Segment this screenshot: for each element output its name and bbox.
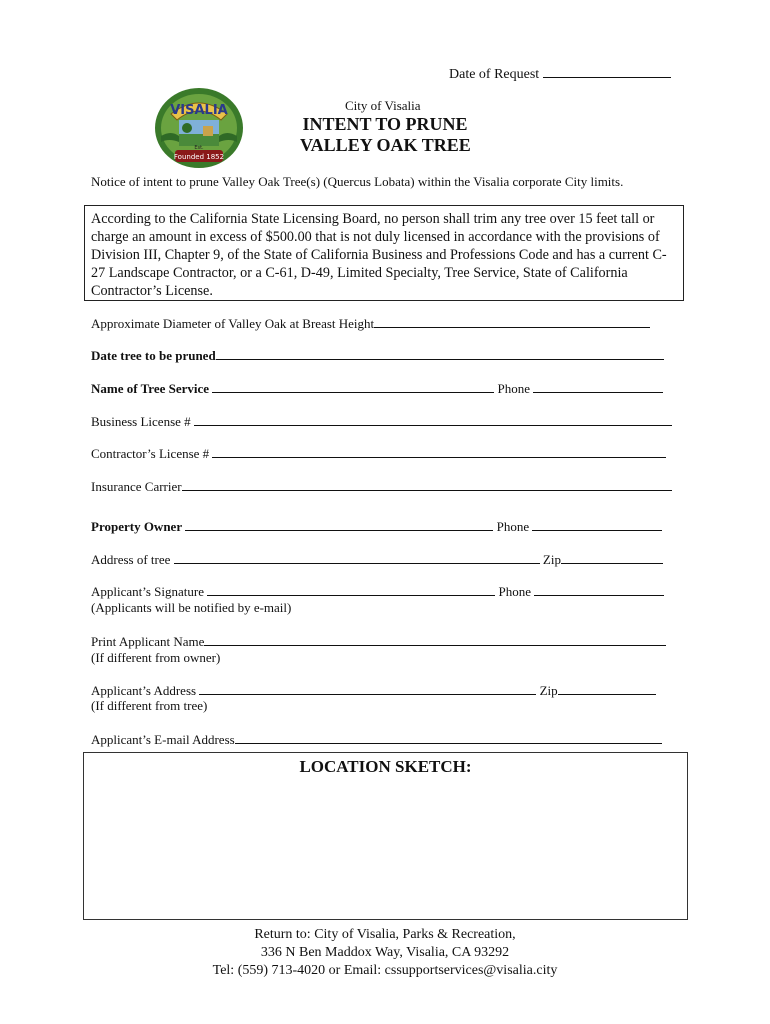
business-license-label: Business License # [91, 414, 191, 429]
tree-service-label: Name of Tree Service [91, 381, 210, 396]
contractor-license-field[interactable] [91, 445, 666, 462]
address-tree-zip-label: Zip [542, 552, 561, 567]
property-owner-field[interactable] [91, 518, 662, 535]
title-line-2: VALLEY OAK TREE [300, 135, 471, 155]
insurance-line[interactable] [182, 478, 672, 491]
applicant-address-zip-label: Zip [539, 683, 558, 698]
footer-line-3: Tel: (559) 713-4020 or Email: cssupportservices@visalia.city [212, 963, 558, 978]
print-name-label: Print Applicant Name [91, 634, 205, 649]
applicant-address-line[interactable] [199, 682, 536, 695]
email-label: Applicant’s E-mail Address [91, 732, 235, 747]
address-tree-field[interactable] [91, 551, 663, 568]
location-sketch-box[interactable] [83, 752, 688, 920]
signature-note: (Applicants will be notified by e-mail) [91, 600, 292, 615]
email-line[interactable] [235, 731, 662, 744]
tree-service-line[interactable] [212, 380, 494, 393]
license-notice-box [84, 205, 684, 301]
signature-line[interactable] [207, 583, 495, 596]
date-pruned-label: Date tree to be pruned [91, 348, 216, 363]
property-owner-line[interactable] [185, 518, 493, 531]
signature-phone-line[interactable] [534, 583, 664, 596]
date-pruned-line[interactable] [216, 347, 664, 360]
print-name-field[interactable] [91, 633, 666, 650]
signature-phone-label: Phone [498, 584, 532, 599]
applicant-address-note: (If different from tree) [91, 698, 208, 713]
insurance-label: Insurance Carrier [91, 479, 182, 494]
license-notice-text: According to the California State Licensing Board, no person shall trim any tree over 15 feet tall or charge an amount in excess of $500.00 that is not duly licensed in accordance with the provisions of Division III, Chapter 9, of the State of California Business and Professions Code and has a current C-27 Landscape Contractor, or a C-61, D-49, Limited Specialty, Tree Service, State of California Contractor’s License. [91, 211, 667, 299]
seal-top-text: VISALIA [170, 103, 228, 118]
business-license-line[interactable] [194, 413, 672, 426]
diameter-field[interactable] [91, 315, 650, 332]
address-tree-label: Address of tree [91, 552, 171, 567]
print-name-line[interactable] [204, 633, 666, 646]
applicant-address-label: Applicant’s Address [91, 683, 197, 698]
applicant-address-field[interactable] [91, 682, 656, 699]
date-of-request-field[interactable] [449, 65, 671, 83]
footer-line-1: Return to: City of Visalia, Parks & Recreation, [254, 927, 516, 942]
date-of-request-label: Date of Request [449, 67, 540, 82]
property-owner-phone-line[interactable] [532, 518, 662, 531]
insurance-field[interactable] [91, 478, 672, 495]
property-owner-phone-label: Phone [496, 519, 530, 534]
city-label: City of Visalia [345, 98, 421, 113]
property-owner-label: Property Owner [91, 519, 183, 534]
location-sketch-title: LOCATION SKETCH: [299, 757, 472, 776]
tree-service-phone-line[interactable] [533, 380, 663, 393]
diameter-label: Approximate Diameter of Valley Oak at Breast Height [91, 316, 375, 331]
signature-field[interactable] [91, 583, 664, 600]
tree-service-phone-label: Phone [497, 381, 531, 396]
print-name-note: (If different from owner) [91, 650, 221, 665]
business-license-field[interactable] [91, 413, 672, 430]
address-tree-zip-line[interactable] [561, 551, 663, 564]
footer-line-2: 336 N Ben Maddox Way, Visalia, CA 93292 [260, 945, 510, 960]
contractor-license-line[interactable] [212, 445, 666, 458]
notice-text: Notice of intent to prune Valley Oak Tree(s) (Quercus Lobata) within the Visalia corporate City limits. [91, 174, 624, 189]
seal-bottom-text: Founded 1852 [173, 153, 225, 161]
tree-service-field[interactable] [91, 380, 663, 397]
contractor-license-label: Contractor’s License # [91, 446, 210, 461]
address-tree-line[interactable] [174, 551, 540, 564]
diameter-line[interactable] [374, 315, 650, 328]
seal-est-text: Est. [194, 145, 204, 151]
signature-label: Applicant’s Signature [91, 584, 205, 599]
page-title [300, 114, 470, 156]
date-pruned-field[interactable] [91, 347, 664, 364]
applicant-address-zip-line[interactable] [558, 682, 656, 695]
email-field[interactable] [91, 731, 662, 748]
title-line-1: INTENT TO PRUNE [302, 114, 468, 134]
date-of-request-line[interactable] [543, 65, 671, 78]
city-seal-logo [151, 84, 247, 170]
